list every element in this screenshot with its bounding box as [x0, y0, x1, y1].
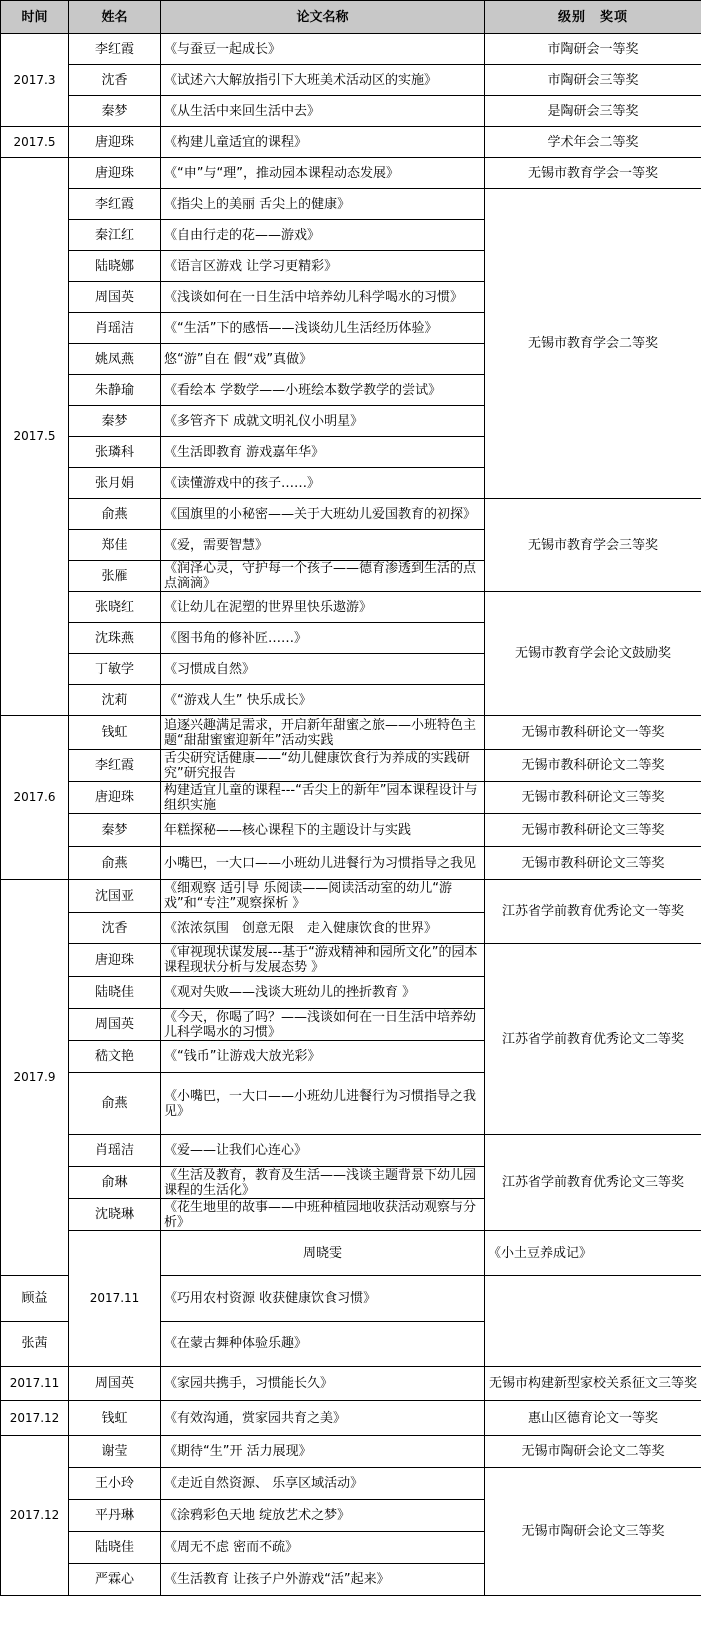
title-cell: 《小嘴巴，一大口——小班幼儿进餐行为习惯指导之我见》	[161, 1073, 485, 1135]
name-cell: 唐迎珠	[69, 782, 161, 814]
title-cell: 《图书角的修补匠……》	[161, 623, 485, 654]
title-cell: 《期待“生”开 活力展现》	[161, 1436, 485, 1468]
name-cell: 秦梦	[69, 406, 161, 437]
title-cell: 《多管齐下 成就文明礼仪小明星》	[161, 406, 485, 437]
time-cell: 2017.11	[1, 1367, 69, 1401]
award-cell: 无锡市构建新型家校关系征文三等奖	[485, 1367, 701, 1401]
table-row	[1, 814, 701, 847]
name-cell: 沈晓琳	[69, 1199, 161, 1231]
award-cell: 惠山区德育论文一等奖	[485, 1401, 701, 1436]
name-cell: 顾益	[1, 1276, 69, 1321]
name-cell: 沈珠燕	[69, 623, 161, 654]
time-cell: 2017.5	[1, 127, 69, 158]
time-cell: 2017.9	[1, 880, 69, 1276]
title-cell: 《构建儿童适宜的课程》	[161, 127, 485, 158]
name-cell: 周国英	[69, 1367, 161, 1401]
award-cell: 无锡市教科研论文二等奖	[485, 750, 701, 782]
title-cell: 《细观察 适引导 乐阅读——阅读活动室的幼儿“游戏”和“专注”观察探析 》	[161, 880, 485, 913]
title-cell: 《浅谈如何在一日生活中培养幼儿科学喝水的习惯》	[161, 282, 485, 313]
title-cell: 《有效沟通，赏家园共育之美》	[161, 1401, 485, 1436]
award-cell: 无锡市教育学会三等奖	[485, 499, 701, 592]
award-cell: 江苏省学前教育优秀论文一等奖	[485, 880, 701, 944]
name-cell: 周国英	[69, 1009, 161, 1041]
title-cell: 《走近自然资源、 乐享区域活动》	[161, 1468, 485, 1500]
table-row	[1, 1436, 701, 1468]
name-cell: 平丹琳	[69, 1500, 161, 1532]
award-cell: 无锡市教科研论文三等奖	[485, 814, 701, 847]
header-row	[1, 1, 701, 34]
title-cell: 《花生地里的故事——中班种植园地收获活动观察与分析》	[161, 1199, 485, 1231]
table-row	[1, 847, 701, 880]
table-row	[1, 592, 701, 623]
table-body	[1, 34, 701, 1596]
table-row	[1, 1231, 701, 1276]
time-cell: 2017.3	[1, 34, 69, 127]
title-cell: 《看绘本 学数学——小班绘本数学教学的尝试》	[161, 375, 485, 406]
award-cell: 市陶研会三等奖	[485, 65, 701, 96]
time-cell: 2017.6	[1, 716, 69, 880]
name-cell: 钱虹	[69, 716, 161, 750]
title-cell: 舌尖研究话健康——“幼儿健康饮食行为养成的实践研究”研究报告	[161, 750, 485, 782]
award-cell: 市陶研会一等奖	[485, 34, 701, 65]
name-cell: 秦江红	[69, 220, 161, 251]
time-cell: 2017.5	[1, 158, 69, 716]
award-cell: 无锡市教育学会二等奖	[485, 189, 701, 499]
name-cell: 李红霞	[69, 189, 161, 220]
name-cell: 丁敏学	[69, 654, 161, 685]
award-cell: 是陶研会三等奖	[485, 96, 701, 127]
name-cell: 王小玲	[69, 1468, 161, 1500]
table-row	[1, 34, 701, 65]
award-cell: 无锡市教科研论文一等奖	[485, 716, 701, 750]
name-cell: 俞燕	[69, 847, 161, 880]
table-row	[1, 944, 701, 977]
name-cell: 张雁	[69, 561, 161, 592]
name-cell: 陆晓娜	[69, 251, 161, 282]
title-cell: 《“生活”下的感悟——浅谈幼儿生活经历体验》	[161, 313, 485, 344]
name-cell: 沈莉	[69, 685, 161, 716]
title-cell: 《“申”与“理”，推动园本课程动态发展》	[161, 158, 485, 189]
name-cell: 俞燕	[69, 499, 161, 530]
name-cell: 郑佳	[69, 530, 161, 561]
award-cell: 江苏省学前教育优秀论文二等奖	[485, 944, 701, 1135]
title-cell: 《家园共携手，习惯能长久》	[161, 1367, 485, 1401]
header-title: 论文名称	[161, 1, 485, 34]
name-cell: 秦梦	[69, 814, 161, 847]
award-cell: 学术年会二等奖	[485, 127, 701, 158]
name-cell: 周晓雯	[161, 1231, 485, 1276]
time-cell: 2017.12	[1, 1436, 69, 1596]
title-cell: 《“钱币”让游戏大放光彩》	[161, 1041, 485, 1073]
title-cell: 《读懂游戏中的孩子……》	[161, 468, 485, 499]
title-cell: 《小土豆养成记》	[485, 1231, 701, 1276]
name-cell: 周国英	[69, 282, 161, 313]
table-row	[1, 880, 701, 913]
name-cell: 肖瑶洁	[69, 313, 161, 344]
name-cell: 朱静瑜	[69, 375, 161, 406]
award-cell: 无锡市陶研会论文二等奖	[485, 1436, 701, 1468]
name-cell: 唐迎珠	[69, 158, 161, 189]
name-cell: 沈香	[69, 913, 161, 944]
title-cell: 《观对失败——浅谈大班幼儿的挫折教育 》	[161, 977, 485, 1009]
title-cell: 《“游戏人生” 快乐成长》	[161, 685, 485, 716]
name-cell: 李红霞	[69, 34, 161, 65]
name-cell: 唐迎珠	[69, 127, 161, 158]
name-cell: 张茜	[1, 1321, 69, 1366]
title-cell: 构建适宜儿童的课程---“舌尖上的新年”园本课程设计与组织实施	[161, 782, 485, 814]
name-cell: 张晓红	[69, 592, 161, 623]
title-cell: 小嘴巴，一大口——小班幼儿进餐行为习惯指导之我见	[161, 847, 485, 880]
header-time: 时间	[1, 1, 69, 34]
name-cell: 陆晓佳	[69, 1532, 161, 1564]
title-cell: 《与蚕豆一起成长》	[161, 34, 485, 65]
title-cell: 悠“游”自在 假“戏”真做》	[161, 344, 485, 375]
header-award: 级别 奖项	[485, 1, 701, 34]
name-cell: 张璘科	[69, 437, 161, 468]
table-row	[1, 1401, 701, 1436]
table-row	[1, 158, 701, 189]
title-cell: 《习惯成自然》	[161, 654, 485, 685]
name-cell: 陆晓佳	[69, 977, 161, 1009]
title-cell: 《从生活中来回生活中去》	[161, 96, 485, 127]
table-row	[1, 189, 701, 220]
award-cell: 江苏省学前教育优秀论文三等奖	[485, 1135, 701, 1231]
award-cell: 无锡市教科研论文三等奖	[485, 847, 701, 880]
name-cell: 俞燕	[69, 1073, 161, 1135]
award-cell: 无锡市陶研会论文三等奖	[485, 1468, 701, 1596]
header-name: 姓名	[69, 1, 161, 34]
title-cell: 年糕探秘——核心课程下的主题设计与实践	[161, 814, 485, 847]
name-cell: 谢莹	[69, 1436, 161, 1468]
title-cell: 《国旗里的小秘密——关于大班幼儿爱国教育的初探》	[161, 499, 485, 530]
name-cell: 张月娟	[69, 468, 161, 499]
award-cell: 无锡市教育学会一等奖	[485, 158, 701, 189]
title-cell: 《涂鸦彩色天地 绽放艺术之梦》	[161, 1500, 485, 1532]
table-row	[1, 716, 701, 750]
table-row	[1, 782, 701, 814]
title-cell: 《自由行走的花——游戏》	[161, 220, 485, 251]
title-cell: 《爱——让我们心连心》	[161, 1135, 485, 1167]
table-row	[1, 1367, 701, 1401]
title-cell: 《生活即教育 游戏嘉年华》	[161, 437, 485, 468]
title-cell: 《生活教育 让孩子户外游戏“活”起来》	[161, 1564, 485, 1596]
award-cell: 无锡市教育学会论文鼓励奖	[485, 592, 701, 716]
title-cell: 《在蒙古舞种体验乐趣》	[161, 1321, 485, 1366]
title-cell: 《润泽心灵，守护每一个孩子——德育渗透到生活的点点滴滴》	[161, 561, 485, 592]
name-cell: 沈国亚	[69, 880, 161, 913]
title-cell: 《让幼儿在泥塑的世界里快乐遨游》	[161, 592, 485, 623]
title-cell: 《爱，需要智慧》	[161, 530, 485, 561]
time-cell: 2017.12	[1, 1401, 69, 1436]
name-cell: 俞琳	[69, 1167, 161, 1199]
time-cell: 2017.11	[69, 1231, 161, 1367]
name-cell: 肖瑶洁	[69, 1135, 161, 1167]
award-cell: 无锡市教科研论文三等奖	[485, 782, 701, 814]
title-cell: 《试述六大解放指引下大班美术活动区的实施》	[161, 65, 485, 96]
table-row	[1, 127, 701, 158]
name-cell: 钱虹	[69, 1401, 161, 1436]
title-cell: 《指尖上的美丽 舌尖上的健康》	[161, 189, 485, 220]
name-cell: 秦梦	[69, 96, 161, 127]
table-row	[1, 96, 701, 127]
name-cell: 嵇文艳	[69, 1041, 161, 1073]
table-row	[1, 65, 701, 96]
title-cell: 《浓浓氛围 创意无限 走入健康饮食的世界》	[161, 913, 485, 944]
name-cell: 唐迎珠	[69, 944, 161, 977]
name-cell: 李红霞	[69, 750, 161, 782]
table-row	[1, 499, 701, 530]
table-row	[1, 750, 701, 782]
title-cell: 《今天，你喝了吗？——浅谈如何在一日生活中培养幼儿科学喝水的习惯》	[161, 1009, 485, 1041]
table-row	[1, 1135, 701, 1167]
name-cell: 严霖心	[69, 1564, 161, 1596]
name-cell: 沈香	[69, 65, 161, 96]
name-cell: 姚凤燕	[69, 344, 161, 375]
title-cell: 《审视现状谋发展---基于“游戏精神和园所文化”的园本课程现状分析与发展态势 》	[161, 944, 485, 977]
title-cell: 追逐兴趣满足需求，开启新年甜蜜之旅——小班特色主题“甜甜蜜蜜迎新年”活动实践	[161, 716, 485, 750]
title-cell: 《生活及教育，教育及生活——浅谈主题背景下幼儿园课程的生活化》	[161, 1167, 485, 1199]
title-cell: 《巧用农村资源 收获健康饮食习惯》	[161, 1276, 485, 1321]
title-cell: 《语言区游戏 让学习更精彩》	[161, 251, 485, 282]
table-row	[1, 1468, 701, 1500]
title-cell: 《周无不虑 密而不疏》	[161, 1532, 485, 1564]
